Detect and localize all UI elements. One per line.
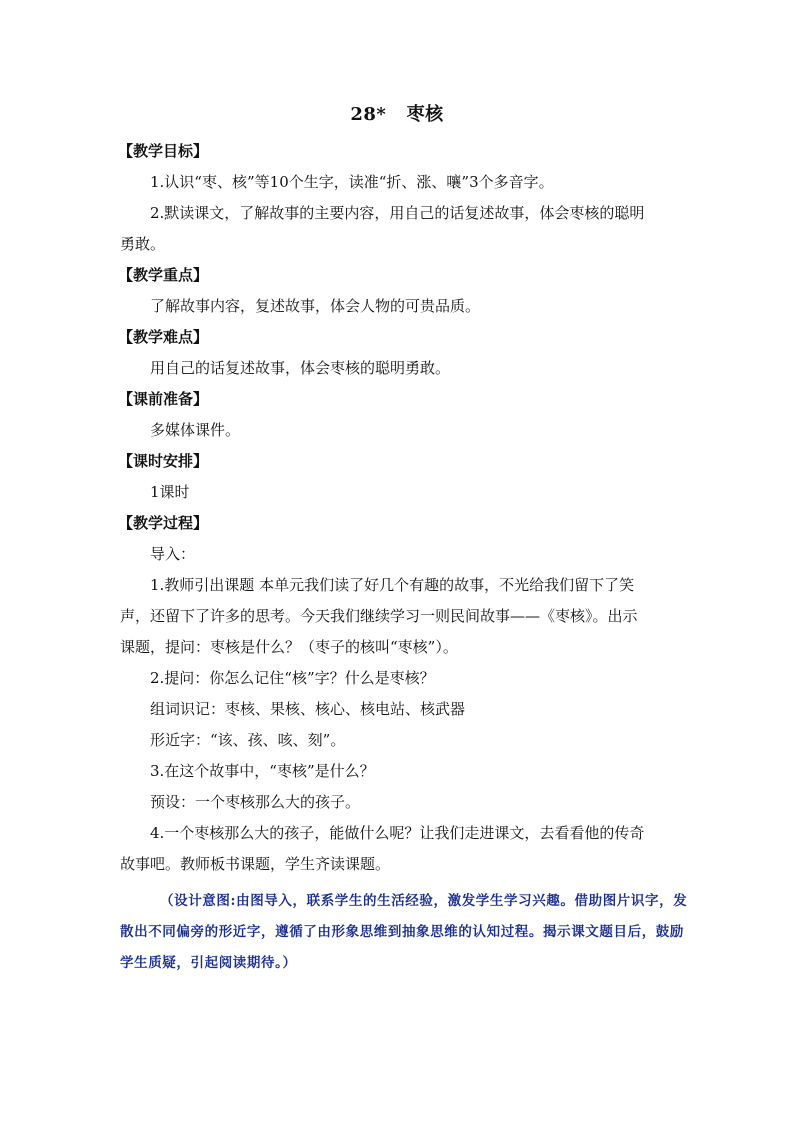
process-header: 【教学过程】 xyxy=(118,514,209,532)
preparation-text: 多媒体课件。 xyxy=(150,421,241,439)
key-points-header: 【教学重点】 xyxy=(118,266,209,284)
process-step-4-line-1: 4.一个枣核那么大的孩子，能做什么呢？让我们走进课文，去看看他的传奇 xyxy=(150,824,645,842)
difficulties-header: 【教学难点】 xyxy=(118,328,209,346)
lesson-title: 28* 枣核 xyxy=(350,104,444,125)
preparation-header: 【课前准备】 xyxy=(118,390,209,408)
goals-item-2-line-2: 勇敢。 xyxy=(120,235,166,253)
design-note-label: 设计意图: xyxy=(174,893,237,909)
goals-header: 【教学目标】 xyxy=(118,142,209,160)
design-intent-note xyxy=(120,886,690,979)
process-step-3-preset: 预设：一个枣核那么大的孩子。 xyxy=(150,793,361,811)
key-points-text: 了解故事内容，复述故事，体会人物的可贵品质。 xyxy=(150,297,481,315)
schedule-text: 1课时 xyxy=(150,483,190,501)
process-step-1-line-2: 声，还留下了许多的思考。今天我们继续学习一则民间故事——《枣核》。出示 xyxy=(120,607,638,625)
process-step-3: 3.在这个故事中，“枣核”是什么？ xyxy=(150,762,375,780)
process-step-1-line-1: 1.教师引出课题 本单元我们读了好几个有趣的故事，不光给我们留下了笑 xyxy=(150,576,635,594)
process-step-4-line-2: 故事吧。教师板书课题，学生齐读课题。 xyxy=(120,855,391,873)
process-intro: 导入： xyxy=(150,545,196,563)
difficulties-text: 用自己的话复述故事，体会枣核的聪明勇敢。 xyxy=(150,359,451,377)
process-step-2: 2.提问：你怎么记住“核”字？什么是枣核？ xyxy=(150,669,435,687)
design-note-open: （ xyxy=(160,893,175,909)
schedule-header: 【课时安排】 xyxy=(118,452,209,470)
process-step-2-words: 组词识记：枣核、果核、核心、核电站、核武器 xyxy=(150,700,466,718)
goals-item-2-line-1: 2.默读课文，了解故事的主要内容，用自己的话复述故事，体会枣核的聪明 xyxy=(150,204,645,222)
process-step-1-line-3: 课题，提问：枣核是什么？（枣子的核叫“枣核”）。 xyxy=(120,638,458,656)
design-note-text: 由图导入，联系学生的生活经验，激发学生学习兴趣。借助图片识字，发散出不同偏旁的形近字，遵循了由形象思维到抽象思维的认知过程。揭示课文题目后，鼓励学生质疑，引起阅读期待。） xyxy=(120,893,688,971)
goals-item-1: 1.认识“枣、核”等10个生字，读准“折、涨、嚷”3个多音字。 xyxy=(150,173,554,191)
process-step-2-similar: 形近字：“该、孩、咳、刻”。 xyxy=(150,731,346,749)
